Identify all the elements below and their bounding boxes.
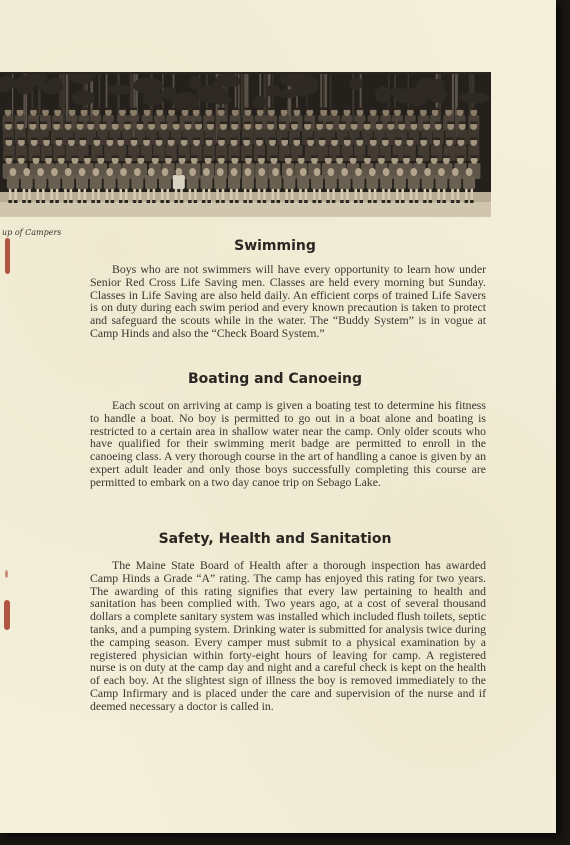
group-photo-of-campers: [0, 72, 491, 216]
paragraph-safety-health-sanitation: The Maine State Board of Health after a thorough inspection has awarded Camp Hinds a Grade “A” rating. The camp has enjoyed this rating for two years. The awarding of this rating signifies that every law pertaining to health and sanitation has been complied with. Two years ago, at a cost of several thousand dollars a complete sanitary system was installed which included flush toilets, septic tanks, and a pumping system. Drinking water is submitted for analysis twice during the camping season. Every camper must submit to a physical examination by a registered physician within forty-eight hours of leaving for camp. A registered nurse is on duty at the camp day and night and a careful check is kept on the health of each boy. At the slightest sign of illness the boy is removed immediately to the Camp Infirmary and is placed under the care and supervision of the nurse and if deemed necessary a doctor is called in.: [90, 558, 486, 713]
rust-stain-upper: [5, 238, 10, 274]
photo-bottom-rule: [0, 216, 491, 217]
rust-stain-lower: [4, 600, 10, 630]
heading-swimming: Swimming: [234, 238, 316, 254]
heading-boating-and-canoeing: Boating and Canoeing: [188, 371, 362, 387]
photo-caption: up of Campers: [2, 228, 62, 237]
rust-speck: [5, 570, 8, 578]
paragraph-boating-and-canoeing: Each scout on arriving at camp is given a boating test to determine his fitness to handle a boat. No boy is permitted to go out in a boat alone and boating is restricted to a certain area in shallow water near the camp. Only older scouts who have qualified for their swimming merit badge are permitted to enroll in the canoeing class. A very thorough course in the art of handling a canoe is given by an expert adult leader and only those boys successfully completing this course are permitted to embark on a two day canoe trip on Sebago Lake.: [90, 398, 486, 489]
group-photo-image: [0, 74, 491, 216]
heading-safety-health-sanitation: Safety, Health and Sanitation: [158, 531, 392, 547]
paragraph-swimming: Boys who are not swimmers will have every opportunity to learn how under Senior Red Cross Life Saving men. Classes are held every morning but Sunday. Classes in Life Saving are also held daily. An efficient corps of trained Life Savers is on duty during each swim period and every known precaution is taken to protect and safeguard the scouts while in the water. The “Buddy System” is in vogue at Camp Hinds and also the “Check Board System.”: [90, 262, 486, 340]
